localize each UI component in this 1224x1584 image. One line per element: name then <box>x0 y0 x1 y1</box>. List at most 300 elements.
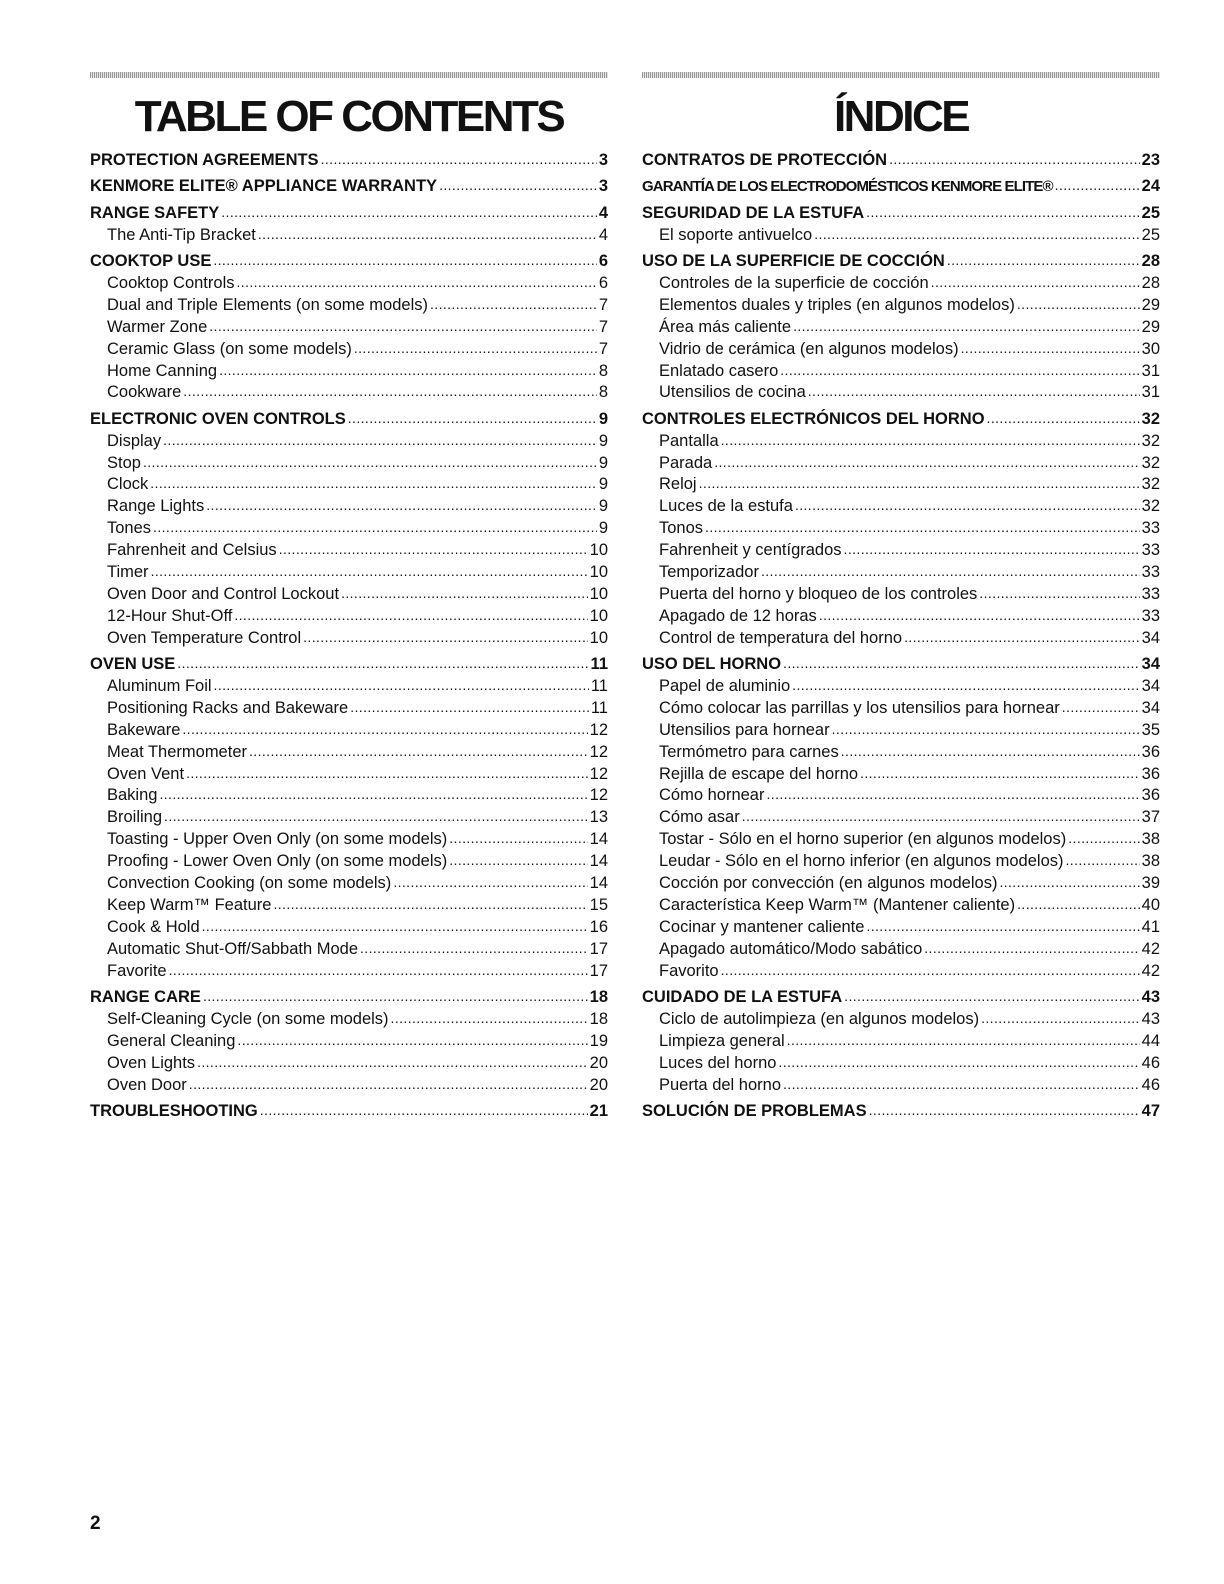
toc-subentry[interactable] <box>90 540 608 562</box>
toc-subentry-page: 10 <box>589 541 608 560</box>
toc-subentry-label: Área más caliente <box>659 317 792 336</box>
toc-subentry[interactable] <box>642 961 1160 983</box>
toc-section-entry[interactable] <box>642 150 1160 172</box>
toc-subentry-label: Utensilios para hornear <box>659 720 830 739</box>
dot-leader <box>360 938 588 960</box>
toc-subentry[interactable] <box>90 273 608 295</box>
toc-section-entry[interactable] <box>90 176 608 198</box>
toc-subentry[interactable] <box>90 873 608 895</box>
toc-section-entry[interactable] <box>90 150 608 172</box>
toc-section-entry[interactable] <box>642 176 1160 198</box>
toc-subentry-page: 18 <box>589 1009 608 1028</box>
toc-subentry[interactable] <box>642 273 1160 295</box>
toc-subentry[interactable] <box>90 851 608 873</box>
dot-leader <box>202 916 588 938</box>
dot-leader <box>761 561 1140 583</box>
toc-subentry[interactable] <box>642 698 1160 720</box>
dot-leader <box>303 627 588 649</box>
toc-subentry-page: 38 <box>1141 852 1160 871</box>
toc-subentry-page: 8 <box>598 361 608 380</box>
toc-subentry-label: Aluminum Foil <box>107 676 212 695</box>
dot-leader <box>237 1030 587 1052</box>
toc-subentry-page: 33 <box>1141 584 1160 603</box>
dot-leader <box>153 517 597 539</box>
toc-subentry[interactable] <box>642 764 1160 786</box>
toc-subentry[interactable] <box>90 829 608 851</box>
dot-leader <box>793 316 1140 338</box>
page-number: 2 <box>90 1513 101 1534</box>
dot-leader <box>987 408 1140 430</box>
toc-subentry-page: 10 <box>589 628 608 647</box>
toc-subentry-label: Papel de aluminio <box>659 676 791 695</box>
toc-subentry-page: 34 <box>1141 628 1160 647</box>
toc-section-entry-label: GARANTÍA DE LOS ELECTRODOMÉSTICOS KENMORE ELITE® <box>642 178 1053 196</box>
toc-subentry[interactable] <box>642 676 1160 698</box>
toc-section-entry[interactable] <box>90 203 608 225</box>
toc-section-entry[interactable] <box>642 1101 1160 1123</box>
toc-subentry-label: Clock <box>107 475 149 494</box>
dot-leader <box>981 1008 1140 1030</box>
toc-section-entry-page: 18 <box>589 987 608 1006</box>
toc-subentry-page: 9 <box>598 519 608 538</box>
toc-subentry[interactable] <box>642 1009 1160 1031</box>
toc-subentry-label: Termómetro para carnes <box>659 742 839 761</box>
toc-subentry-page: 12 <box>589 786 608 805</box>
toc-subentry[interactable] <box>642 474 1160 496</box>
toc-section-entry[interactable] <box>90 987 608 1009</box>
toc-subentry[interactable] <box>642 851 1160 873</box>
toc-subentry[interactable] <box>642 584 1160 606</box>
dot-leader <box>183 381 597 403</box>
dot-leader <box>1066 850 1140 872</box>
toc-subentry-page: 40 <box>1141 895 1160 914</box>
toc-subentry-label: Fahrenheit and Celsius <box>107 541 277 560</box>
toc-subentry-label: Limpieza general <box>659 1031 785 1050</box>
dot-leader <box>819 605 1140 627</box>
toc-section-entry[interactable] <box>90 409 608 431</box>
toc-subentry-page: 28 <box>1141 273 1160 292</box>
toc-section-entry-label: SEGURIDAD DE LA ESTUFA <box>642 203 865 222</box>
toc-subentry[interactable] <box>90 698 608 720</box>
toc-subentry-label: Cocinar y mantener caliente <box>659 917 865 936</box>
dot-leader <box>273 894 587 916</box>
toc-subentry[interactable] <box>90 1009 608 1031</box>
dot-leader <box>449 828 587 850</box>
dot-leader <box>714 452 1139 474</box>
dot-leader <box>391 1008 588 1030</box>
toc-section-entry-label: OVEN USE <box>90 655 176 674</box>
toc-section-entry-page: 43 <box>1141 987 1160 1006</box>
toc-subentry[interactable] <box>90 584 608 606</box>
toc-subentry[interactable] <box>642 1075 1160 1097</box>
dot-leader <box>999 872 1139 894</box>
toc-subentry-label: Timer <box>107 563 149 582</box>
toc-subentry-label: Meat Thermometer <box>107 742 247 761</box>
toc-subentry-label: Display <box>107 431 162 450</box>
toc-subentry-label: 12-Hour Shut-Off <box>107 606 233 625</box>
dot-leader <box>449 850 587 872</box>
toc-subentry-label: Bakeware <box>107 720 181 739</box>
toc-subentry-label: Fahrenheit y centígrados <box>659 541 842 560</box>
toc-subentry-label: Range Lights <box>107 497 205 516</box>
toc-subentry-page: 10 <box>589 606 608 625</box>
dot-leader <box>866 202 1139 224</box>
toc-subentry[interactable] <box>642 807 1160 829</box>
toc-subentry-label: Baking <box>107 786 158 805</box>
toc-subentry[interactable] <box>642 317 1160 339</box>
toc-subentry-page: 17 <box>589 939 608 958</box>
dot-leader <box>787 1030 1140 1052</box>
toc-subentry-label: Rejilla de escape del horno <box>659 764 859 783</box>
dot-leader <box>186 763 588 785</box>
toc-subentry-label: Cooktop Controls <box>107 273 235 292</box>
toc-subentry[interactable] <box>642 562 1160 584</box>
toc-subentry[interactable] <box>90 917 608 939</box>
toc-subentry-label: Cook & Hold <box>107 917 200 936</box>
toc-subentry[interactable] <box>642 939 1160 961</box>
toc-subentry-page: 31 <box>1141 383 1160 402</box>
toc-subentry[interactable] <box>642 361 1160 383</box>
toc-subentry-page: 17 <box>589 961 608 980</box>
dot-leader <box>979 583 1139 605</box>
page-title-english: TABLE OF CONTENTS <box>134 92 564 141</box>
toc-subentry-page: 44 <box>1141 1031 1160 1050</box>
toc-section-entry[interactable] <box>642 251 1160 273</box>
toc-section-entry-page: 11 <box>590 655 608 674</box>
dot-leader <box>439 175 597 197</box>
dot-leader <box>182 719 587 741</box>
toc-subentry-page: 6 <box>598 273 608 292</box>
toc-subentry-label: Keep Warm™ Feature <box>107 895 272 914</box>
english-column <box>90 72 608 1123</box>
toc-section-entry-page: 6 <box>598 252 608 271</box>
toc-subentry[interactable] <box>90 361 608 383</box>
dot-leader <box>814 224 1139 246</box>
toc-section-entry-page: 32 <box>1141 409 1160 428</box>
toc-subentry-page: 15 <box>589 895 608 914</box>
toc-subentry[interactable] <box>642 606 1160 628</box>
toc-subentry-label: Puerta del horno y bloqueo de los controles <box>659 584 978 603</box>
toc-subentry-label: Cómo hornear <box>659 786 765 805</box>
toc-subentry[interactable] <box>90 939 608 961</box>
toc-subentry[interactable] <box>90 807 608 829</box>
toc-subentry[interactable] <box>642 382 1160 404</box>
dot-leader <box>163 430 597 452</box>
toc-section-entry-page: 3 <box>598 151 608 169</box>
toc-section-entry[interactable] <box>642 987 1160 1009</box>
toc-subentry-label: Broiling <box>107 808 163 827</box>
dot-leader <box>841 741 1140 763</box>
toc-subentry-label: Enlatado casero <box>659 361 779 380</box>
toc-subentry-page: 32 <box>1141 431 1160 450</box>
toc-subentry-label: Positioning Racks and Bakeware <box>107 698 349 717</box>
toc-subentry-page: 7 <box>598 295 608 314</box>
toc-section-entry[interactable] <box>642 203 1160 225</box>
toc-subentry-label: Leudar - Sólo en el horno inferior (en algunos modelos) <box>659 852 1064 871</box>
toc-section-entry-label: USO DEL HORNO <box>642 655 782 674</box>
toc-subentry[interactable] <box>642 895 1160 917</box>
toc-subentry[interactable] <box>90 1053 608 1075</box>
toc-subentry-page: 19 <box>589 1031 608 1050</box>
dot-leader <box>234 605 587 627</box>
dot-leader <box>808 381 1140 403</box>
toc-section-entry-page: 9 <box>598 409 608 428</box>
dot-leader <box>844 539 1140 561</box>
dot-leader <box>197 1052 588 1074</box>
toc-subentry-label: Tones <box>107 519 152 538</box>
toc-section-entry-label: RANGE SAFETY <box>90 203 220 222</box>
toc-subentry[interactable] <box>90 339 608 361</box>
toc-section-entry[interactable] <box>90 251 608 273</box>
header-rule <box>642 72 1160 78</box>
toc-section-entry-page: 47 <box>1141 1101 1160 1120</box>
toc-english <box>90 150 608 1123</box>
toc-subentry-page: 11 <box>590 676 608 695</box>
toc-subentry-page: 33 <box>1141 563 1160 582</box>
toc-subentry-page: 36 <box>1141 742 1160 761</box>
toc-section-entry-label: RANGE CARE <box>90 987 201 1006</box>
toc-subentry[interactable] <box>90 720 608 742</box>
toc-subentry-page: 10 <box>589 584 608 603</box>
toc-subentry-label: Utensilios de cocina <box>659 383 806 402</box>
toc-section-entry-label: COOKTOP USE <box>90 252 212 271</box>
toc-subentry-page: 43 <box>1141 1009 1160 1028</box>
dot-leader <box>169 960 588 982</box>
toc-subentry-page: 13 <box>589 808 608 827</box>
toc-subentry[interactable] <box>90 1031 608 1053</box>
dot-leader <box>143 452 597 474</box>
toc-subentry[interactable] <box>90 606 608 628</box>
toc-subentry[interactable] <box>642 339 1160 361</box>
toc-subentry[interactable] <box>642 1031 1160 1053</box>
dot-leader <box>203 986 588 1008</box>
toc-subentry-page: 12 <box>589 720 608 739</box>
toc-subentry-page: 33 <box>1141 541 1160 560</box>
toc-subentry-page: 9 <box>598 475 608 494</box>
toc-section-entry[interactable] <box>90 654 608 676</box>
toc-section-entry-label: KENMORE ELITE® APPLIANCE WARRANTY <box>90 177 438 196</box>
toc-section-entry-page: 28 <box>1141 252 1160 271</box>
toc-subentry[interactable] <box>642 225 1160 247</box>
toc-subentry[interactable] <box>90 742 608 764</box>
toc-subentry-page: 9 <box>598 431 608 450</box>
toc-section-entry-label: USO DE LA SUPERFICIE DE COCCIÓN <box>642 252 945 271</box>
toc-section-entry-label: CONTROLES ELECTRÓNICOS DEL HORNO <box>642 409 985 428</box>
toc-subentry-label: Home Canning <box>107 361 218 380</box>
toc-subentry[interactable] <box>90 785 608 807</box>
toc-subentry-label: General Cleaning <box>107 1031 236 1050</box>
toc-subentry[interactable] <box>90 1075 608 1097</box>
toc-subentry-label: Cómo colocar las parrillas y los utensilios para hornear <box>659 698 1060 717</box>
dot-leader <box>159 784 587 806</box>
toc-subentry[interactable] <box>642 829 1160 851</box>
toc-subentry-page: 30 <box>1141 339 1160 358</box>
toc-subentry-page: 25 <box>1141 225 1160 244</box>
toc-subentry[interactable] <box>90 895 608 917</box>
dot-leader <box>1062 697 1140 719</box>
toc-subentry[interactable] <box>90 518 608 540</box>
dot-leader <box>221 202 597 224</box>
dot-leader <box>721 960 1140 982</box>
dot-leader <box>1055 175 1140 197</box>
dot-leader <box>354 338 597 360</box>
toc-subentry-label: Parada <box>659 453 713 472</box>
toc-subentry[interactable] <box>642 1053 1160 1075</box>
toc-section-entry-page: 25 <box>1141 203 1160 222</box>
dot-leader <box>1068 828 1139 850</box>
dot-leader <box>150 473 597 495</box>
toc-subentry-page: 39 <box>1141 874 1160 892</box>
toc-subentry[interactable] <box>642 295 1160 317</box>
toc-subentry-page: 8 <box>598 383 608 402</box>
dot-leader <box>214 675 589 697</box>
dot-leader <box>236 272 596 294</box>
dot-leader <box>213 250 596 272</box>
toc-subentry-label: Reloj <box>659 475 697 494</box>
dot-leader <box>766 784 1139 806</box>
dot-leader <box>219 360 597 382</box>
toc-section-entry-label: ELECTRONIC OVEN CONTROLS <box>90 409 346 428</box>
toc-subentry-page: 35 <box>1141 720 1160 739</box>
toc-subentry-page: 33 <box>1141 606 1160 625</box>
dot-leader <box>393 872 587 894</box>
dot-leader <box>699 473 1140 495</box>
toc-subentry-page: 12 <box>589 764 608 783</box>
dot-leader <box>792 675 1139 697</box>
toc-section-entry[interactable] <box>642 409 1160 431</box>
toc-subentry-label: Automatic Shut-Off/Sabbath Mode <box>107 939 359 958</box>
dot-leader <box>924 938 1139 960</box>
toc-subentry[interactable] <box>90 225 608 247</box>
toc-section-entry-page: 4 <box>598 203 608 222</box>
toc-subentry-page: 46 <box>1141 1053 1160 1072</box>
toc-subentry[interactable] <box>90 496 608 518</box>
toc-subentry[interactable] <box>90 431 608 453</box>
dot-leader <box>721 430 1140 452</box>
toc-subentry[interactable] <box>642 873 1160 895</box>
header-rule <box>90 72 608 78</box>
toc-subentry-page: 42 <box>1141 961 1160 980</box>
toc-subentry[interactable] <box>642 518 1160 540</box>
toc-subentry-page: 29 <box>1141 295 1160 314</box>
dot-leader <box>869 1100 1140 1122</box>
toc-subentry[interactable] <box>90 628 608 650</box>
toc-subentry-page: 42 <box>1141 939 1160 958</box>
dot-leader <box>844 986 1139 1008</box>
toc-subentry-label: Oven Lights <box>107 1053 196 1072</box>
toc-section-entry[interactable] <box>642 654 1160 676</box>
toc-subentry-label: Oven Vent <box>107 764 185 783</box>
dot-leader <box>780 360 1139 382</box>
dot-leader <box>931 272 1140 294</box>
toc-subentry-label: Cookware <box>107 383 182 402</box>
toc-subentry[interactable] <box>90 562 608 584</box>
toc-subentry-page: 32 <box>1141 453 1160 472</box>
toc-subentry-page: 11 <box>590 698 608 717</box>
toc-subentry-page: 32 <box>1141 475 1160 494</box>
dot-leader <box>164 806 588 828</box>
dot-leader <box>860 763 1140 785</box>
toc-subentry-page: 4 <box>598 225 608 244</box>
toc-subentry-page: 36 <box>1141 786 1160 805</box>
toc-subentry-page: 20 <box>589 1053 608 1072</box>
toc-subentry[interactable] <box>90 676 608 698</box>
toc-subentry-label: Pantalla <box>659 431 719 450</box>
toc-subentry-label: Apagado de 12 horas <box>659 606 817 625</box>
toc-subentry[interactable] <box>642 628 1160 650</box>
toc-subentry-page: 9 <box>598 453 608 472</box>
dot-leader <box>705 517 1140 539</box>
toc-subentry-page: 14 <box>589 874 608 892</box>
toc-subentry-label: Stop <box>107 453 141 472</box>
toc-spanish <box>642 150 1160 1123</box>
dot-leader <box>249 741 588 763</box>
toc-subentry-label: Tostar - Sólo en el horno superior (en algunos modelos) <box>659 830 1067 849</box>
dot-leader <box>350 697 589 719</box>
toc-subentry-label: Oven Temperature Control <box>107 628 302 647</box>
toc-subentry[interactable] <box>642 431 1160 453</box>
dot-leader <box>189 1074 588 1096</box>
toc-subentry-label: Apagado automático/Modo sabático <box>659 939 923 958</box>
toc-subentry-label: Puerta del horno <box>659 1075 782 1094</box>
toc-subentry-page: 36 <box>1141 764 1160 783</box>
toc-subentry[interactable] <box>642 742 1160 764</box>
toc-subentry-label: Warmer Zone <box>107 317 208 336</box>
toc-subentry[interactable] <box>90 474 608 496</box>
toc-subentry[interactable] <box>642 917 1160 939</box>
toc-subentry[interactable] <box>642 496 1160 518</box>
toc-subentry[interactable] <box>642 785 1160 807</box>
dot-leader <box>778 1052 1139 1074</box>
toc-subentry-label: Elementos duales y triples (en algunos modelos) <box>659 295 1015 314</box>
toc-subentry[interactable] <box>642 540 1160 562</box>
toc-section-entry-label: CUIDADO DE LA ESTUFA <box>642 987 843 1006</box>
toc-subentry[interactable] <box>90 317 608 339</box>
toc-subentry-page: 12 <box>589 742 608 761</box>
toc-section-entry[interactable] <box>90 1101 608 1123</box>
toc-subentry-label: Ceramic Glass (on some models) <box>107 339 352 358</box>
toc-subentry-page: 33 <box>1141 519 1160 538</box>
toc-section-entry-label: SOLUCIÓN DE PROBLEMAS <box>642 1101 867 1120</box>
spanish-column <box>642 72 1160 1123</box>
toc-subentry-label: Self-Cleaning Cycle (on some models) <box>107 1009 389 1028</box>
toc-subentry-label: Dual and Triple Elements (on some models) <box>107 295 428 314</box>
toc-subentry[interactable] <box>642 720 1160 742</box>
toc-subentry-label: Tonos <box>659 519 704 538</box>
toc-subentry[interactable] <box>90 453 608 475</box>
dot-leader <box>209 316 597 338</box>
toc-subentry-label: Cocción por convección (en algunos modelos) <box>659 874 998 892</box>
dot-leader <box>783 1074 1140 1096</box>
toc-subentry-label: Proofing - Lower Oven Only (on some models) <box>107 852 448 871</box>
toc-subentry-page: 32 <box>1141 497 1160 516</box>
toc-subentry[interactable] <box>90 295 608 317</box>
dot-leader <box>321 149 597 171</box>
toc-subentry-page: 46 <box>1141 1075 1160 1094</box>
toc-subentry-page: 7 <box>598 339 608 358</box>
toc-section-entry-label: PROTECTION AGREEMENTS <box>90 151 319 169</box>
toc-section-entry-page: 24 <box>1141 177 1160 196</box>
toc-subentry[interactable] <box>90 764 608 786</box>
toc-subentry[interactable] <box>642 453 1160 475</box>
dot-leader <box>260 1100 588 1122</box>
toc-subentry-page: 10 <box>589 563 608 582</box>
toc-subentry[interactable] <box>90 382 608 404</box>
toc-subentry[interactable] <box>90 961 608 983</box>
dot-leader <box>279 539 588 561</box>
toc-subentry-page: 16 <box>589 917 608 936</box>
toc-subentry-label: Convection Cooking (on some models) <box>107 874 392 892</box>
